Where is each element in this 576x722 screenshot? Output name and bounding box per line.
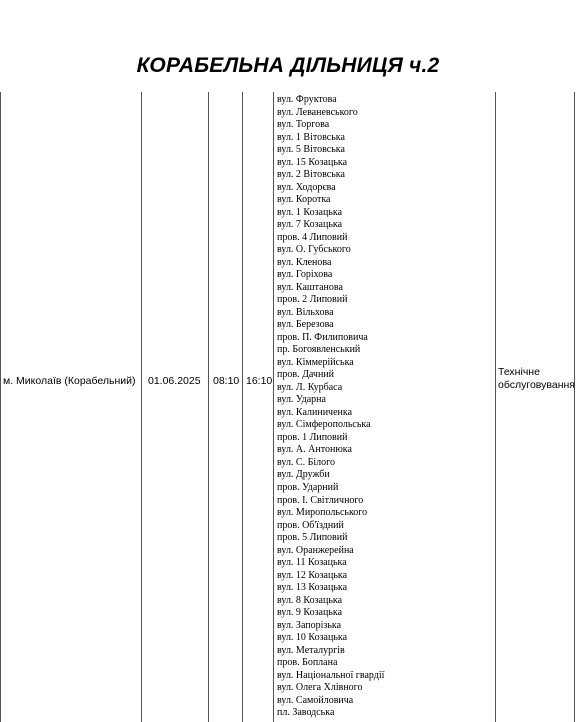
street-item: вул. О. Губського	[277, 244, 351, 256]
street-item: вул. Каштанова	[277, 281, 343, 293]
street-item: вул. 12 Козацька	[277, 569, 348, 581]
street-item: вул. Вільхова	[277, 306, 334, 318]
street-item: вул. Миропольського	[277, 507, 368, 519]
street-item: вул. Кіммерійська	[277, 356, 354, 368]
street-item: вул. Ходорєва	[277, 181, 336, 193]
street-item: вул. Олега Хлівного	[277, 682, 363, 694]
street-item: пров. 4 Липовий	[277, 231, 348, 243]
street-item: вул. Коротка	[277, 194, 331, 206]
column-divider	[141, 92, 142, 722]
street-item: пров. 5 Липовий	[277, 532, 348, 544]
street-item: вул. 10 Козацька	[277, 632, 348, 644]
street-item: вул. Горіхова	[277, 269, 333, 281]
street-item: вул. Металургів	[277, 644, 345, 656]
street-item: вул. 15 Козацька	[277, 156, 348, 168]
time-start-cell: 08:10	[213, 375, 240, 387]
outage-table	[0, 92, 576, 722]
street-item: вул. 5 Вітовська	[277, 144, 345, 156]
street-item: пров. 1 Липовий	[277, 431, 348, 443]
street-item: пров. Об'їздний	[277, 519, 344, 531]
street-item: пл. Заводська	[277, 707, 335, 719]
street-item: вул. Сімферопольська	[277, 419, 371, 431]
street-item: вул. Фруктова	[277, 94, 337, 105]
street-item: пров. П. Филиповича	[277, 331, 368, 343]
street-item: вул. 1 Вітовська	[277, 131, 345, 143]
street-item: вул. Кленова	[277, 256, 332, 268]
street-item: вул. Ударна	[277, 394, 326, 406]
street-item: вул. 8 Козацька	[277, 594, 343, 606]
column-divider	[0, 92, 1, 722]
column-divider	[242, 92, 243, 722]
street-item: вул. 9 Козацька	[277, 607, 343, 619]
street-item: вул. Торгова	[277, 119, 330, 131]
street-item: пров. 2 Липовий	[277, 294, 348, 306]
street-item: вул. С. Білого	[277, 456, 335, 468]
street-item: вул. 7 Козацька	[277, 219, 343, 231]
reason-line-2: обслуговування	[498, 379, 575, 391]
street-item: пров. Дачний	[277, 369, 335, 381]
street-item: вул. Національної гвардії	[277, 669, 385, 681]
street-item: пров. Боплана	[277, 657, 338, 669]
street-item: вул. Л. Курбаса	[277, 381, 343, 393]
column-divider	[495, 92, 496, 722]
time-end-cell: 16:10	[246, 375, 273, 387]
street-item: вул. А. Антонюка	[277, 444, 352, 456]
street-item: пров. Ударний	[277, 481, 339, 493]
street-item: вул. Леваневського	[277, 106, 358, 118]
street-item: пров. І. Світличного	[277, 494, 364, 506]
street-item: вул. 1 Козацька	[277, 206, 343, 218]
column-divider	[574, 92, 575, 722]
street-item: вул. Березова	[277, 319, 334, 331]
reason-line-1: Технічне	[498, 366, 540, 378]
date-cell: 01.06.2025	[148, 375, 201, 387]
street-item: пр. Богоявленський	[277, 344, 361, 356]
street-list	[277, 94, 384, 720]
column-divider	[208, 92, 209, 722]
section-title: КОРАБЕЛЬНА ДІЛЬНИЦЯ ч.2	[136, 54, 440, 77]
column-divider	[273, 92, 274, 722]
street-item: вул. 11 Козацька	[277, 557, 347, 569]
street-item: вул. Запорізька	[277, 619, 342, 631]
street-item: вул. Дружби	[277, 469, 330, 481]
street-item: вул. Самойловича	[277, 694, 354, 706]
street-item: вул. Калиниченка	[277, 406, 353, 418]
locality-cell: м. Миколаїв (Корабельний)	[3, 375, 136, 387]
street-item: вул. 13 Козацька	[277, 582, 348, 594]
street-item: вул. 2 Вітовська	[277, 169, 345, 181]
street-item: вул. Оранжерейна	[277, 544, 354, 556]
